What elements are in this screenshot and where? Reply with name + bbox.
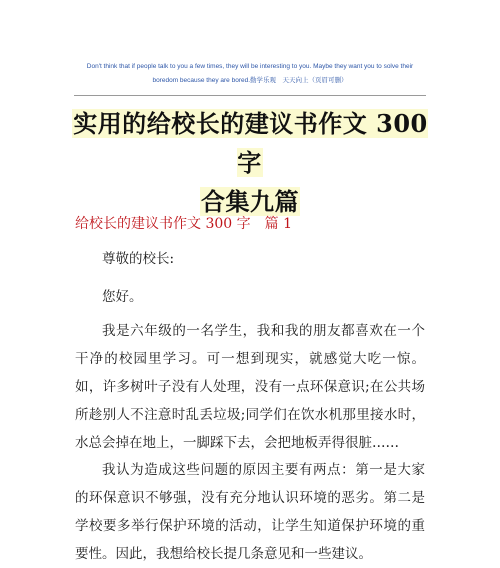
header-quote [74, 60, 426, 88]
body-paragraph-1: 我是六年级的一名学生，我和我的朋友都喜欢在一个干净的校园里学习。可一想到现实，就感觉大吃一惊。如，许多树叶子没有人处理，没有一点环保意识;在公共场所趁别人不注意时乱丢垃圾;同学们在饮水机那里接水时，水总会掉在地上，一脚踩下去，会把地板弄得很脏…… [75, 323, 425, 451]
document-title-line-2: 合集九篇 [201, 187, 299, 216]
header-divider [74, 95, 426, 96]
header-quote-english: Don't think that if people talk to you a few times, they will be interesting to you. Maybe they want you to solve their boredom because they are bored. [86, 63, 414, 84]
header-quote-chinese: 勤学乐观 天天向上（页眉可删） [250, 77, 348, 84]
body-paragraph-2: 我认为造成这些问题的原因主要有两点：第一是大家的环保意识不够强，没有充分地认识环境的恶劣。第二是学校要多举行保护环境的活动，让学生知道保护环境的重要性。因此，我想给校长提几条意见和一些建议。 [75, 462, 425, 562]
document-title-line-1: 实用的给校长的建议书作文 300 字 [73, 109, 428, 177]
document-title [60, 104, 440, 221]
greeting: 您好。 [102, 289, 143, 305]
salutation: 尊敬的校长: [102, 251, 175, 267]
section-heading: 给校长的建议书作文 300 字 篇 1 [75, 216, 292, 232]
